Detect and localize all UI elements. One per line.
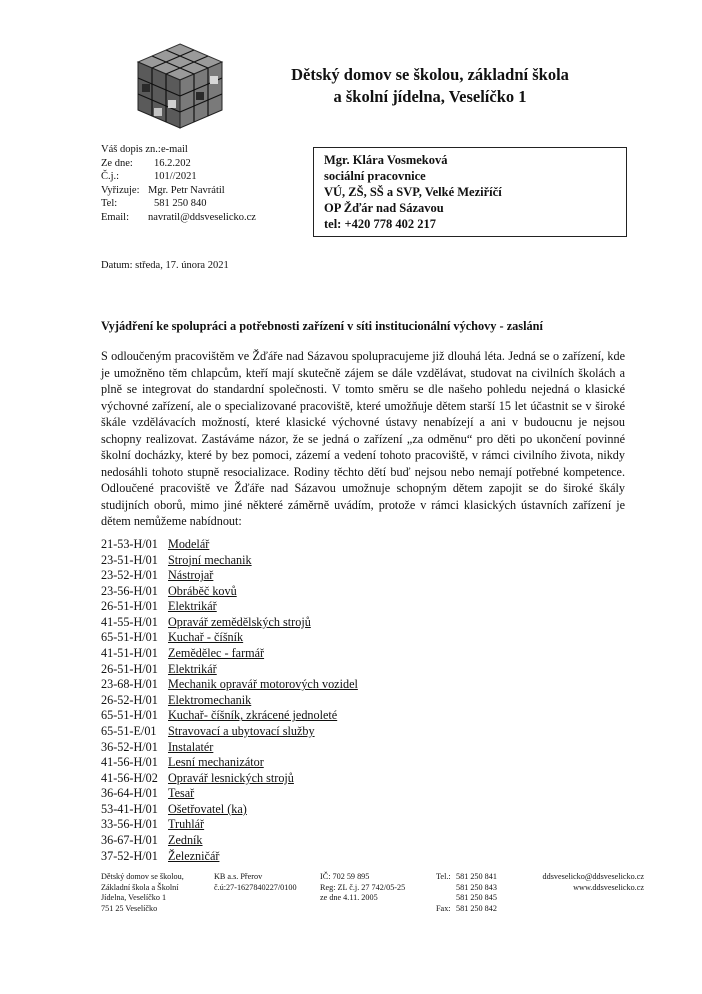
program-code: 21-53-H/01 [101, 537, 158, 551]
letter-date: Datum: středa, 17. února 2021 [101, 260, 229, 271]
program-name: Tesař [168, 786, 195, 801]
footer-line: KB a.s. Přerov [214, 872, 263, 881]
footer-phone-value: 581 250 842 [456, 903, 497, 913]
program-code: 41-56-H/01 [101, 755, 158, 770]
footer-phone-label: Tel.: [436, 872, 451, 881]
footer-line: Dětský domov se školou, [101, 872, 184, 881]
meta-row [101, 184, 256, 198]
study-programs-list [101, 537, 358, 864]
meta-label: Vyřizuje: [101, 184, 140, 196]
footer-website: www.ddsveselicko.cz [573, 882, 644, 892]
recipient-phone: tel: +420 778 402 217 [324, 217, 436, 231]
program-name: Železničář [168, 848, 220, 863]
program-name: Instalatér [168, 739, 214, 754]
program-name: Elektrikář [168, 599, 217, 614]
program-code: 53-41-H/01 [101, 801, 158, 816]
institution-name-line2: a školní jídelna, Veselíčko 1 [333, 87, 527, 106]
program-code: 36-64-H/01 [101, 786, 158, 801]
footer-phone-value: 581 250 841 [456, 872, 497, 881]
program-item [101, 833, 358, 849]
program-code: 23-51-H/01 [101, 552, 158, 567]
program-code: 33-56-H/01 [101, 817, 158, 832]
program-name: Opravář lesnických strojů [168, 770, 294, 785]
program-item [101, 537, 358, 553]
program-name: Ošetřovatel (ka) [168, 801, 247, 816]
meta-row [101, 211, 256, 225]
program-code: 36-52-H/01 [101, 739, 158, 754]
program-name: Nástrojař [168, 568, 214, 583]
meta-label: Email: [101, 211, 129, 223]
meta-value: e-mail [161, 144, 188, 155]
recipient-organization: VÚ, ZŠ, SŠ a SVP, Velké Meziříčí [324, 185, 502, 199]
footer-web [530, 872, 644, 893]
program-code: 26-51-H/01 [101, 599, 158, 614]
program-name: Opravář zemědělských strojů [168, 614, 311, 629]
meta-label: Váš dopis zn.: [101, 144, 161, 155]
program-name: Modelář [168, 537, 210, 551]
footer-address [101, 872, 184, 914]
footer-line: Reg: ZL č.j. 27 742/05-25 [320, 882, 406, 892]
program-name: Obráběč kovů [168, 583, 237, 598]
footer-phones [436, 872, 497, 914]
program-item [101, 802, 358, 818]
meta-row [101, 197, 256, 211]
footer-line: IČ: 702 59 895 [320, 872, 370, 881]
program-code: 23-52-H/01 [101, 568, 158, 583]
program-item [101, 615, 358, 631]
meta-row [101, 143, 256, 157]
program-item [101, 630, 358, 646]
meta-value: 16.2.202 [154, 157, 191, 169]
program-code: 65-51-H/01 [101, 708, 158, 723]
footer-line: č.ú:27-1627840227/0100 [214, 882, 297, 892]
program-code: 65-51-E/01 [101, 723, 157, 738]
footer-phone-label: Fax: [436, 903, 451, 913]
program-name: Mechanik opravář motorových vozidel [168, 677, 358, 692]
letter-subject: Vyjádření ke spolupráci a potřebnosti zařízení v síti institucionální výchovy - zaslání [101, 319, 543, 333]
program-item [101, 553, 358, 569]
footer-line: Základní škola a Školní [101, 882, 179, 892]
program-item [101, 849, 358, 865]
recipient-address-box [313, 147, 627, 237]
program-item [101, 740, 358, 756]
program-item [101, 662, 358, 678]
program-code: 65-51-H/01 [101, 630, 158, 645]
meta-value: 101//2021 [154, 171, 197, 183]
program-item [101, 724, 358, 740]
recipient-position: sociální pracovnice [324, 169, 426, 183]
meta-label: Ze dne: [101, 157, 133, 169]
footer-registration [320, 872, 405, 904]
program-code: 26-52-H/01 [101, 692, 158, 707]
program-name: Lesní mechanizátor [168, 755, 264, 770]
reference-block [101, 143, 256, 225]
program-code: 41-55-H/01 [101, 614, 158, 629]
program-name: Elektrikář [168, 661, 217, 676]
program-name: Zemědělec - farmář [168, 646, 265, 661]
program-item [101, 693, 358, 709]
program-item [101, 584, 358, 600]
institution-logo [134, 40, 226, 132]
footer-phone-value: 581 250 843 [456, 882, 497, 892]
program-code: 36-67-H/01 [101, 832, 158, 847]
meta-row [101, 170, 256, 184]
footer-bank [214, 872, 297, 893]
program-name: Strojní mechanik [168, 552, 252, 567]
program-name: Stravovací a ubytovací služby [168, 723, 315, 738]
program-item [101, 771, 358, 787]
program-name: Elektromechanik [168, 692, 252, 707]
footer-line: 751 25 Veselíčko [101, 903, 158, 913]
footer-line: Jídelna, Veselíčko 1 [101, 893, 167, 902]
program-code: 41-51-H/01 [101, 646, 158, 661]
meta-value: 581 250 840 [154, 198, 207, 210]
program-code: 23-68-H/01 [101, 677, 158, 692]
program-name: Kuchař - číšník [168, 630, 244, 645]
footer-phone-value: 581 250 845 [456, 893, 497, 902]
program-name: Zedník [168, 832, 203, 847]
footer-line [436, 904, 497, 915]
footer-line [436, 893, 497, 904]
program-item [101, 677, 358, 693]
footer-line [436, 883, 497, 894]
meta-value: Mgr. Petr Navrátil [148, 184, 225, 196]
footer-email: ddsveselicko@ddsveselicko.cz [542, 872, 644, 881]
program-item [101, 708, 358, 724]
footer-line [436, 872, 497, 883]
meta-row [101, 157, 256, 171]
meta-label: Č.j.: [101, 171, 120, 183]
meta-label: Tel: [101, 198, 118, 210]
program-code: 26-51-H/01 [101, 661, 158, 676]
program-item [101, 646, 358, 662]
program-name: Kuchař- číšník, zkrácené jednoleté [168, 708, 338, 723]
recipient-name: Mgr. Klára Vosmeková [324, 153, 448, 167]
footer-line: ze dne 4.11. 2005 [320, 893, 378, 902]
program-item [101, 568, 358, 584]
program-name: Truhlář [168, 817, 205, 832]
recipient-branch: OP Žďár nad Sázavou [324, 201, 444, 215]
program-item [101, 599, 358, 615]
program-item [101, 817, 358, 833]
program-code: 41-56-H/02 [101, 770, 158, 785]
institution-name-line1: Dětský domov se školou, základní škola [291, 65, 569, 84]
program-code: 37-52-H/01 [101, 848, 158, 863]
body-paragraph: S odloučeným pracovištěm ve Žďáře nad Sázavou spolupracujeme již dlouhá léta. Jedná se o zařízení, kde je umožněno těm chlapcům, kteří mají skutečně zájem se dále vzdělávat, studovat na civilních školách a plně se integrovat do standardní společnosti. V tomto směru se dle našeho pohledu nejedná o klasické výchovné zařízení, ale o specializované pracoviště, které umožňuje dětem starší 15 let účastnit se v široké škále vzdělávacích možností, které klasické výchovné ústavy nenabízejí a ani v budoucnu je nejsou schopny realizovat. Zastáváme názor, že se jedná o zařízení „za odměnu“ pro děti po ukončení povinné školní docházky, které by bez pomoci, zázemí a vedení tohoto pracoviště, v rámci civilního života, nikdy nedosáhli tohoto stupně resocializace. Rodiny těchto dětí buď nejsou nebo nemají potřebné kompetence. Odloučené pracoviště ve Žďáře nad Sázavou umožnuje schopným dětem zapojit se do široké škály studijních oborů, mimo jiné některé záměrně uvádím, protože v rámci klasických ústavních zařízení je dětem nemůžeme nabídnout: [101, 349, 625, 529]
program-item [101, 786, 358, 802]
program-item [101, 755, 358, 771]
program-code: 23-56-H/01 [101, 583, 158, 598]
meta-value: navratil@ddsveselicko.cz [148, 211, 256, 223]
